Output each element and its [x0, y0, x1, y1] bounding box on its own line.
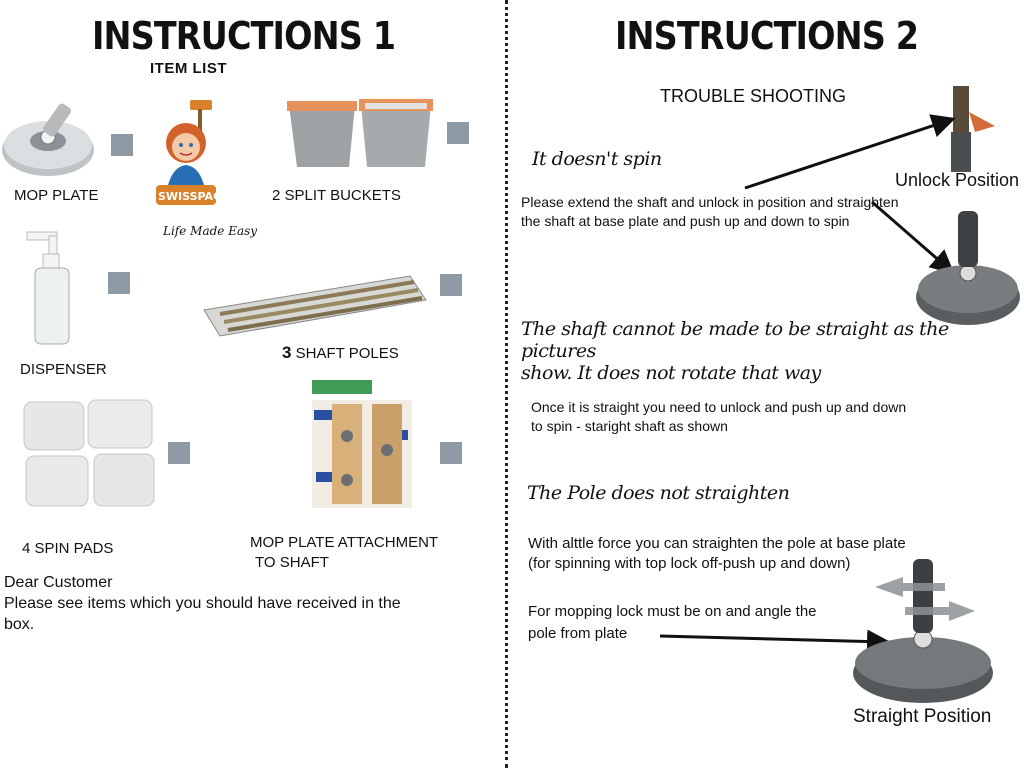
issue2-text: [531, 398, 906, 436]
buckets-checkbox[interactable]: [447, 122, 469, 144]
issue2-heading-line2: show. It does not rotate that way: [521, 362, 821, 384]
issue3-line4: pole from plate: [528, 625, 628, 642]
mop-plate-label: MOP PLATE: [14, 187, 99, 204]
shaft-poles-label: [282, 343, 399, 363]
dispenser-image: [25, 228, 85, 348]
dispenser-checkbox[interactable]: [108, 272, 130, 294]
issue2-heading: [521, 318, 1024, 384]
shaft-poles-checkbox[interactable]: [440, 274, 462, 296]
mop-plate-checkbox[interactable]: [111, 134, 133, 156]
customer-note: [4, 572, 401, 635]
attachment-checkbox[interactable]: [440, 442, 462, 464]
issue1-line1: Please extend the shaft and unlock in position and straighten: [521, 194, 899, 210]
attachment-label-line1: MOP PLATE ATTACHMENT: [250, 534, 439, 551]
issue2-heading-line1: The shaft cannot be made to be straight as the pictures: [521, 318, 949, 362]
base-plate-image: [910, 205, 1020, 330]
arrow-to-unlock: [745, 120, 950, 188]
straight-position-image: [845, 545, 995, 705]
note-line1: Please see items which you should have received in the: [4, 595, 401, 612]
issue3-line2: (for spinning with top lock off-push up and down): [528, 555, 851, 572]
issue3-line1: With alttle force you can straighten the pole at base plate: [528, 535, 906, 552]
issue1-heading: It doesn't spin: [532, 148, 662, 170]
spin-pads-image: [22, 398, 157, 510]
note-greeting: Dear Customer: [4, 574, 113, 591]
shaft-poles-image: [200, 270, 430, 340]
item-list-heading: ITEM LIST: [150, 60, 227, 77]
spin-pads-checkbox[interactable]: [168, 442, 190, 464]
logo-tagline: Life Made Easy: [163, 224, 258, 238]
shaft-label-text: SHAFT POLES: [295, 345, 399, 362]
left-title: INSTRUCTIONS 1: [92, 14, 396, 58]
note-line2: box.: [4, 616, 35, 633]
issue3-line3: For mopping lock must be on and angle the: [528, 603, 817, 620]
buckets-image: [285, 95, 435, 175]
issue1-line2: the shaft at base plate and push up and down to spin: [521, 213, 850, 229]
dispenser-label: DISPENSER: [20, 361, 107, 378]
attachment-label-line2: TO SHAFT: [255, 554, 329, 571]
issue2-line1: Once it is straight you need to unlock and push up and down: [531, 399, 907, 415]
shaft-count: 3: [282, 343, 292, 362]
spin-pads-label: 4 SPIN PADS: [22, 540, 114, 557]
buckets-label: 2 SPLIT BUCKETS: [272, 187, 401, 204]
issue2-line2: to spin - staright shaft as shown: [531, 418, 728, 434]
straight-caption: Straight Position: [853, 706, 992, 727]
unlock-caption: Unlock Position: [895, 170, 1020, 190]
mop-plate-image: [0, 95, 100, 180]
right-title: INSTRUCTIONS 2: [615, 14, 919, 58]
issue3-text-2: [528, 601, 817, 645]
issue3-heading: The Pole does not straighten: [527, 482, 790, 504]
troubleshooting-heading: TROUBLE SHOOTING: [660, 86, 847, 106]
attachment-image: [312, 380, 417, 510]
logo-brand: SWISSPACK: [158, 190, 230, 203]
